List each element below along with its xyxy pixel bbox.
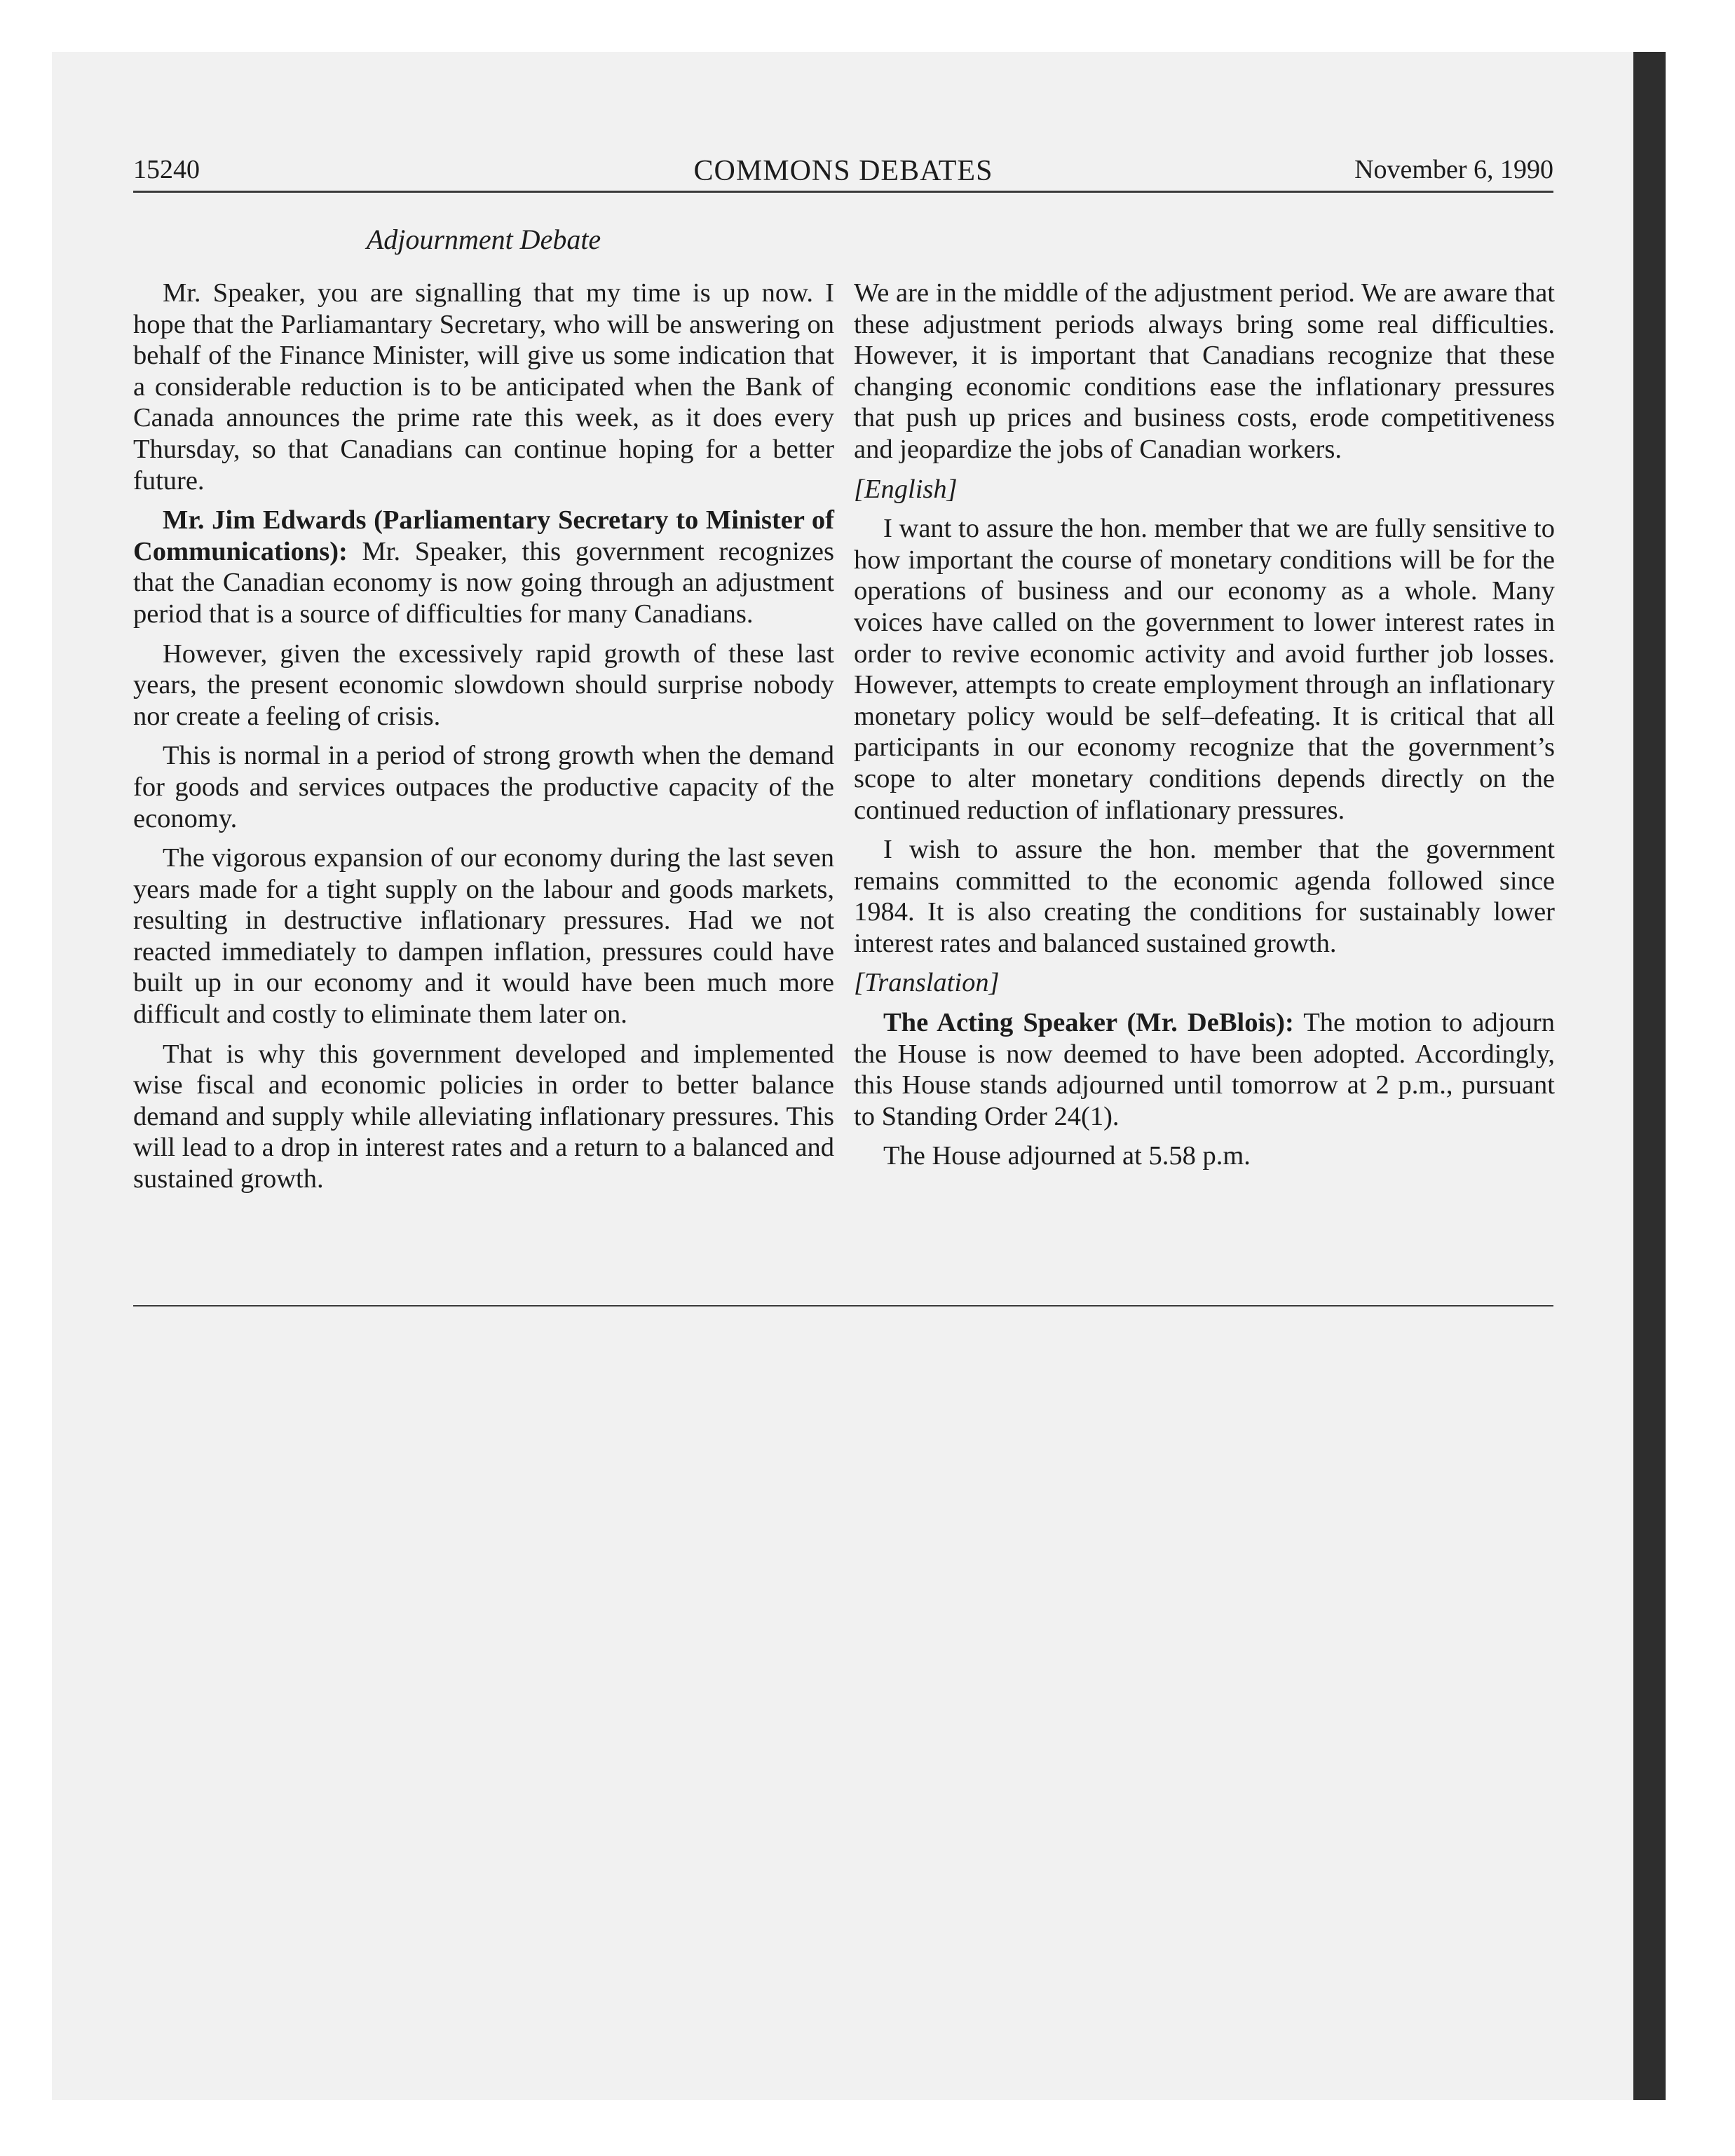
header-rule [133, 191, 1553, 193]
paragraph: The vigorous expansion of our economy during the last seven years made for a tight supply on the labour and goods markets, resulting in destructive inflationary pressures. Had we not reacted immediately to dampen inflation, pressures could have built up in our economy and it would have been much more difficult and costly to eliminate them later on. [133, 843, 834, 1030]
left-column [133, 278, 834, 1203]
right-column [854, 278, 1555, 1180]
page-number: 15240 [133, 155, 200, 184]
paragraph: The House adjourned at 5.58 p.m. [883, 1141, 1251, 1171]
speech-text: The motion to adjourn the House is now deemed to have been adopted. Accordingly, this House stands adjourned until tomorrow at 2 p.m., pursuant to Standing Order 24(1). [854, 1008, 1555, 1131]
paragraph: This is normal in a period of strong growth when the demand for goods and services outpaces the productive capacity of the economy. [133, 741, 834, 833]
section-title: Adjournment Debate [366, 224, 601, 255]
paragraph: We are in the middle of the adjustment period. We are aware that these adjustment periods always bring some real difficulties. However, it is important that Canadians recognize that these changing economic conditions ease the inflationary pressures that push up prices and business costs, erode competitiveness and jeopardize the jobs of Canadian workers. [854, 278, 1555, 464]
speaker-name: Mr. Jim Edwards (Parliamentary Secretary to Minister of Communications): [133, 505, 834, 566]
language-tag-translation: [Translation] [854, 968, 1000, 998]
paragraph: I wish to assure the hon. member that the government remains committed to the economic agenda followed since 1984. It is also creating the conditions for sustainably lower interest rates and balanced sustained growth. [854, 835, 1555, 958]
running-header [133, 149, 1553, 191]
footer-rule [133, 1305, 1553, 1306]
paragraph: That is why this government developed and implemented wise fiscal and economic policies in order to better balance demand and supply while alleviating inflationary pressures. This will lead to a drop in interest rates and a return to a balanced and sustained growth. [133, 1039, 834, 1194]
scan-binding-edge [1633, 52, 1666, 2100]
language-tag-english: [English] [854, 474, 958, 504]
speech-paragraph [133, 505, 834, 629]
publication-title: COMMONS DEBATES [693, 155, 993, 187]
speech-text: Mr. Speaker, this government recognizes that the Canadian economy is now going through an adjustment period that is a source of difficulties for many Canadians. [133, 536, 834, 629]
speech-paragraph [854, 1007, 1555, 1132]
speaker-name: The Acting Speaker (Mr. DeBlois): [883, 1008, 1294, 1038]
publication-date: November 6, 1990 [1354, 155, 1553, 184]
paragraph: I want to assure the hon. member that we are fully sensitive to how important the course of monetary conditions will be for the operations of business and our economy as a whole. Many voices have called on the government to lower interest rates in order to revive economic activity and avoid further job losses. However, attempts to create employment through an inflationary monetary policy would be self–defeating. It is critical that all participants in our economy recognize that the government’s scope to alter monetary conditions depends directly on the continued reduction of inflationary pressures. [854, 514, 1555, 825]
paragraph: However, given the excessively rapid growth of these last years, the present economic slowdown should surprise nobody nor create a feeling of crisis. [133, 639, 834, 731]
paragraph: Mr. Speaker, you are signalling that my time is up now. I hope that the Parliamantary Secretary, who will be answering on behalf of the Finance Minister, will give us some indication that a considerable reduction is to be anticipated when the Bank of Canada announces the prime rate this week, as it does every Thursday, so that Canadians can continue hoping for a better future. [133, 278, 834, 496]
